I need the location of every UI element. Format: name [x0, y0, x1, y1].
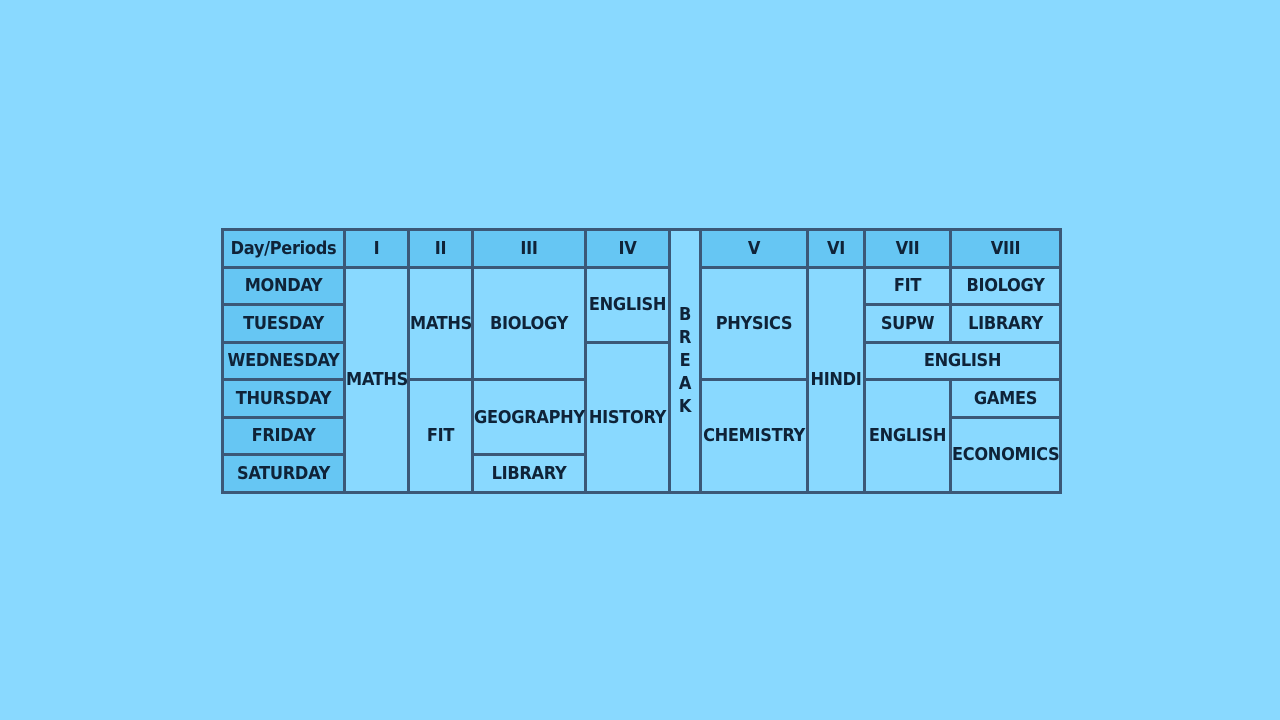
- cell-p8-thu: GAMES: [951, 380, 1061, 418]
- break-letter: B: [678, 304, 692, 326]
- cell-p3-thu-fri: GEOGRAPHY: [473, 380, 586, 455]
- cell-p2-thu-sat: FIT: [409, 380, 473, 493]
- day-tuesday: TUESDAY: [223, 305, 345, 343]
- header-row: [223, 230, 1061, 268]
- cell-p8-fri-sat: ECONOMICS: [951, 417, 1061, 492]
- break-column: [670, 230, 701, 493]
- period-header-1: I: [345, 230, 409, 268]
- break-letter: R: [678, 327, 692, 349]
- cell-p7-tue: SUPW: [865, 305, 951, 343]
- cell-p8-mon: BIOLOGY: [951, 267, 1061, 305]
- cell-p4-mon-tue: ENGLISH: [586, 267, 670, 342]
- period-header-4: IV: [586, 230, 670, 268]
- period-header-5: V: [701, 230, 808, 268]
- period-header-7: VII: [865, 230, 951, 268]
- timetable: [221, 228, 1062, 494]
- cell-p7-mon: FIT: [865, 267, 951, 305]
- cell-p2-mon-wed: MATHS: [409, 267, 473, 380]
- row-monday: [223, 267, 1061, 305]
- cell-p4-wed-sat: HISTORY: [586, 342, 670, 492]
- period-header-3: III: [473, 230, 586, 268]
- day-wednesday: WEDNESDAY: [223, 342, 345, 380]
- cell-p8-tue: LIBRARY: [951, 305, 1061, 343]
- period-header-6: VI: [808, 230, 865, 268]
- cell-p7-p8-wed: ENGLISH: [865, 342, 1061, 380]
- cell-p5-thu-sat: CHEMISTRY: [701, 380, 808, 493]
- day-friday: FRIDAY: [223, 417, 345, 455]
- day-monday: MONDAY: [223, 267, 345, 305]
- period-header-8: VIII: [951, 230, 1061, 268]
- break-letter: E: [679, 350, 691, 372]
- header-corner: Day/Periods: [223, 230, 345, 268]
- cell-p3-sat: LIBRARY: [473, 455, 586, 493]
- cell-p7-thu-sat: ENGLISH: [865, 380, 951, 493]
- cell-p6-all-days: HINDI: [808, 267, 865, 492]
- period-header-2: II: [409, 230, 473, 268]
- break-letter: A: [678, 373, 692, 395]
- day-thursday: THURSDAY: [223, 380, 345, 418]
- break-letter: K: [678, 396, 692, 418]
- day-saturday: SATURDAY: [223, 455, 345, 493]
- cell-p1-all-days: MATHS: [345, 267, 409, 492]
- cell-p5-mon-wed: PHYSICS: [701, 267, 808, 380]
- cell-p3-mon-wed: BIOLOGY: [473, 267, 586, 380]
